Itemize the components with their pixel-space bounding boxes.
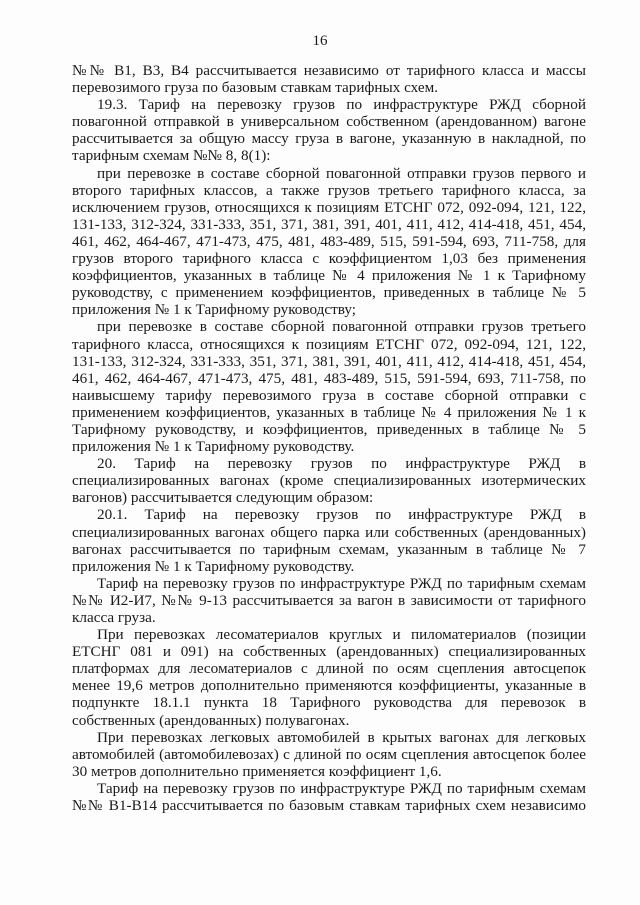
document-body xyxy=(72,62,586,814)
paragraph-tariff-schemes-v1-v14: Тариф на перевозку грузов по инфраструктуре РЖД по тарифным схемам №№ В1-В14 рассчитывается по базовым ставкам тарифных схем независимо xyxy=(72,779,586,815)
paragraph-cars: При перевозках легковых автомобилей в крытых вагонах для легковых автомобилей (автомобилевозах) с длиной по осям сцепления автосцепок более 30 метров дополнительно применяется коэффициент 1,6. xyxy=(72,728,586,780)
page-number: 16 xyxy=(312,33,328,49)
paragraph-first-second-class: при перевозке в составе сборной повагонной отправки грузов первого и второго тарифных классов, а также грузов третьего тарифного класса, за исключением грузов, относящихся к позициям ЕТСНГ 072, 092-094, 121, 122, 131-133, 312-324, 331-333, 351, 371, 381, 391, 401, 411, 412, 414-418, 451, 454, 461, 462, 464-467, 471-473, 475, 481, 483-489, 515, 591-594, 693, 711-758, для грузов второго тарифного класса с коэффициентом 1,03 без применения коэффициентов, указанных в таблице № 4 приложения № 1 к Тарифному руководству, с применением коэффициентов, приведенных в таблице № 5 приложения № 1 к Тарифному руководству; xyxy=(72,164,586,319)
paragraph-continuation: №№ В1, В3, В4 рассчитывается независимо от тарифного класса и массы перевозимого груза по базовым ставкам тарифных схем. xyxy=(72,62,586,97)
paragraph-timber: При перевозках лесоматериалов круглых и пиломатериалов (позиции ЕТСНГ 081 и 091) на собственных (арендованных) специализированных платформах для лесоматериалов с длиной по осям сцепления автосцепок менее 19,6 метров дополнительно применяются коэффициенты, указанные в подпункте 18.1.1 пункта 18 Тарифного руководства для перевозок в собственных (арендованных) полувагонах. xyxy=(72,626,586,729)
paragraph-19-3: 19.3. Тариф на перевозку грузов по инфраструктуре РЖД сборной повагонной отправкой в универсальном собственном (арендованном) вагоне рассчитывается за общую массу груза в вагоне, указанную в накладной, по тарифным схемам №№ 8, 8(1): xyxy=(72,96,586,165)
paragraph-tariff-schemes-i2-i7: Тариф на перевозку грузов по инфраструктуре РЖД по тарифным схемам №№ И2-И7, №№ 9-13 рассчитывается за вагон в зависимости от тарифного класса груза. xyxy=(72,574,586,626)
paragraph-20-1: 20.1. Тариф на перевозку грузов по инфраструктуре РЖД в специализированных вагонах общего парка или собственных (арендованных) вагонах рассчитывается по тарифным схемам, указанным в таблице № 7 приложения № 1 к Тарифному руководству. xyxy=(72,506,586,575)
paragraph-20: 20. Тариф на перевозку грузов по инфраструктуре РЖД в специализированных вагонах (кроме специализированных изотермических вагонов) рассчитывается следующим образом: xyxy=(72,455,586,507)
paragraph-third-class: при перевозке в составе сборной повагонной отправки грузов третьего тарифного класса, относящихся к позициям ЕТСНГ 072, 092-094, 121, 122, 131-133, 312-324, 331-333, 351, 371, 381, 391, 401, 411, 412, 414-418, 451, 454, 461, 462, 464-467, 471-473, 475, 481, 483-489, 515, 591-594, 693, 711-758, по наивысшему тарифу перевозимого груза в составе сборной отправки с применением коэффициентов, указанных в таблице № 4 приложения № 1 к Тарифному руководству, и коэффициентов, приведенных в таблице № 5 приложения № 1 к Тарифному руководству. xyxy=(72,318,586,456)
